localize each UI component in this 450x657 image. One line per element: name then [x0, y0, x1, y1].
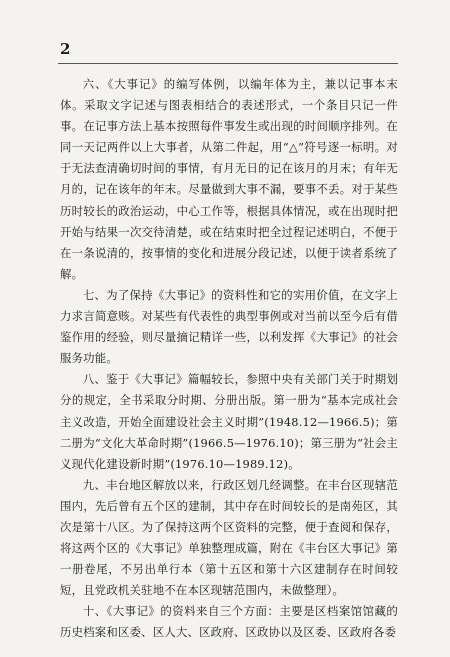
paragraph-9: 九、丰台地区解放以来，行政区划几经调整。在丰台区现辖范围内，先后曾有五个区的建制，其中存在时间较长的是南苑区，其次是第十八区。为了保持这两个区资料的完整，便于查阅和保存，将这两个区的《大事记》单独整理成篇，附在《丰台区大事记》第一册卷尾，不另出单行本（第十五区和第十六区建制存在时间较短，且党政机关驻地不在本区现辖范围内，未做整理）。 [60, 477, 398, 598]
paragraph-7: 七、为了保持《大事记》的资料性和它的实用价值，在文字上力求言简意赅。对某些有代表性的典型事例或对当前以至今后有借鉴作用的经验，则尽量摘记精详一些，以利发挥《大事记》的社会服务功能。 [60, 287, 398, 366]
header-rule [58, 63, 398, 64]
paragraph-10: 十、《大事记》的资料来自三个方面：主要是区档案馆馆藏的历史档案和区委、区人大、区政府、区政协以及区委、区政府各委 [60, 604, 398, 640]
paragraph-8: 八、鉴于《大事记》篇幅较长，参照中央有关部门关于时期划分的规定，全书采取分时期、分册出版。第一册为“基本完成社会主义改造，开始全面建设社会主义时期”(1948.12—1966.5)；第二册为“文化大革命时期”(1966.5—1976.10)；第三册为“社会主义现代化建设新时期”(1976.10—1989.12)。 [60, 372, 398, 471]
paragraph-6: 六、《大事记》的编写体例，以编年体为主，兼以记事本末体。采取文字记述与图表相结合的表述形式，一个条目只记一件事。在记事方法上基本按照每件事发生或出现的时间顺序排列。在同一天记两件以上大事者，从第二件起，用“△”符号逐一标明。对于无法查清确切时间的事情，有月无日的记在该月的月末；有年无月的，记在该年的年末。尽量做到大事不漏，要事不丢。对于某些历时较长的政治运动，中心工作等，根据具体情况，或在出现时把开始与结果一次交待清楚，或在结束时把全过程记述明白，不便于在一条说清的，按事情的变化和进展分段记述，以便于读者系统了解。 [60, 77, 398, 281]
body-text [60, 74, 398, 644]
page-number: 2 [60, 40, 71, 58]
